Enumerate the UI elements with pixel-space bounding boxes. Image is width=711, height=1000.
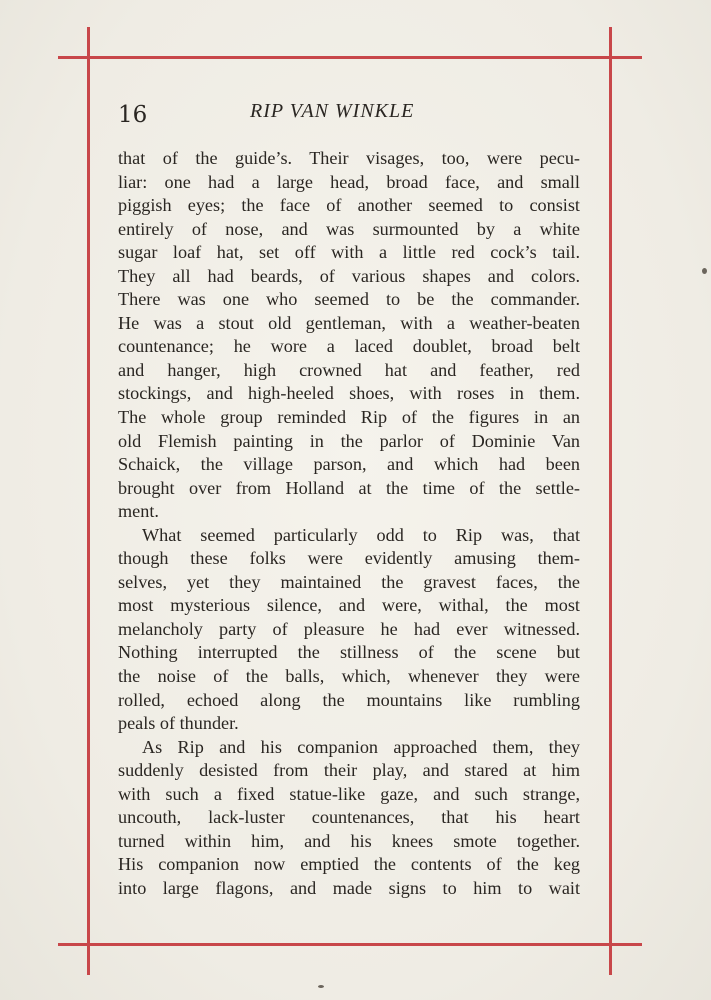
page-number: 16 [118, 102, 148, 128]
text-line: There was one who seemed to be the commander. [118, 289, 580, 310]
text-line: brought over from Holland at the time of the settle- [118, 477, 580, 498]
text-line: selves, yet they maintained the gravest faces, the [118, 571, 580, 592]
text-line: Schaick, the village parson, and which had been [118, 454, 580, 475]
text-line: the noise of the balls, which, whenever they were [118, 666, 580, 687]
text-line: His companion now emptied the contents of the keg [118, 854, 580, 875]
text-line: They all had beards, of various shapes and colors. [118, 265, 580, 286]
text-line: old Flemish painting in the parlor of Dominie Van [118, 430, 580, 451]
page-header [118, 100, 580, 130]
text-line: He was a stout old gentleman, with a weather-beaten [118, 312, 580, 333]
text-line: and hanger, high crowned hat and feather, red [118, 359, 580, 380]
text-line: As Rip and his companion approached them, they [142, 736, 580, 757]
frame-rule-top [58, 56, 642, 59]
text-line: suddenly desisted from their play, and stared at him [118, 760, 580, 781]
text-line: peals of thunder. [118, 713, 239, 734]
paper-speck [702, 268, 707, 274]
text-line: stockings, and high-heeled shoes, with roses in them. [118, 383, 580, 404]
text-line: countenance; he wore a laced doublet, broad belt [118, 336, 580, 357]
text-line: The whole group reminded Rip of the figures in an [118, 407, 580, 428]
text-line: ment. [118, 501, 159, 522]
frame-rule-left [87, 27, 90, 975]
text-line: with such a fixed statue-like gaze, and such strange, [118, 783, 580, 804]
text-line: uncouth, lack-luster countenances, that his heart [118, 807, 580, 828]
text-line: rolled, echoed along the mountains like rumbling [118, 689, 580, 710]
text-line: though these folks were evidently amusing them- [118, 548, 580, 569]
running-title: RIP VAN WINKLE [250, 100, 415, 122]
text-line: Nothing interrupted the stillness of the scene but [118, 642, 580, 663]
paper-speck [318, 985, 324, 988]
text-line: What seemed particularly odd to Rip was, that [142, 524, 580, 545]
frame-rule-right [609, 27, 612, 975]
text-line: piggish eyes; the face of another seemed to consist [118, 195, 580, 216]
text-line: liar: one had a large head, broad face, and small [118, 171, 580, 192]
text-line: entirely of nose, and was surmounted by a white [118, 218, 580, 239]
frame-rule-bottom [58, 943, 642, 946]
text-line: melancholy party of pleasure he had ever witnessed. [118, 618, 580, 639]
body-text [118, 147, 580, 901]
text-line: into large flagons, and made signs to him to wait [118, 877, 580, 898]
text-line: turned within him, and his knees smote together. [118, 830, 580, 851]
text-line: most mysterious silence, and were, withal, the most [118, 595, 580, 616]
text-line: sugar loaf hat, set off with a little red cock’s tail. [118, 242, 580, 263]
text-line: that of the guide’s. Their visages, too, were pecu- [118, 148, 580, 168]
